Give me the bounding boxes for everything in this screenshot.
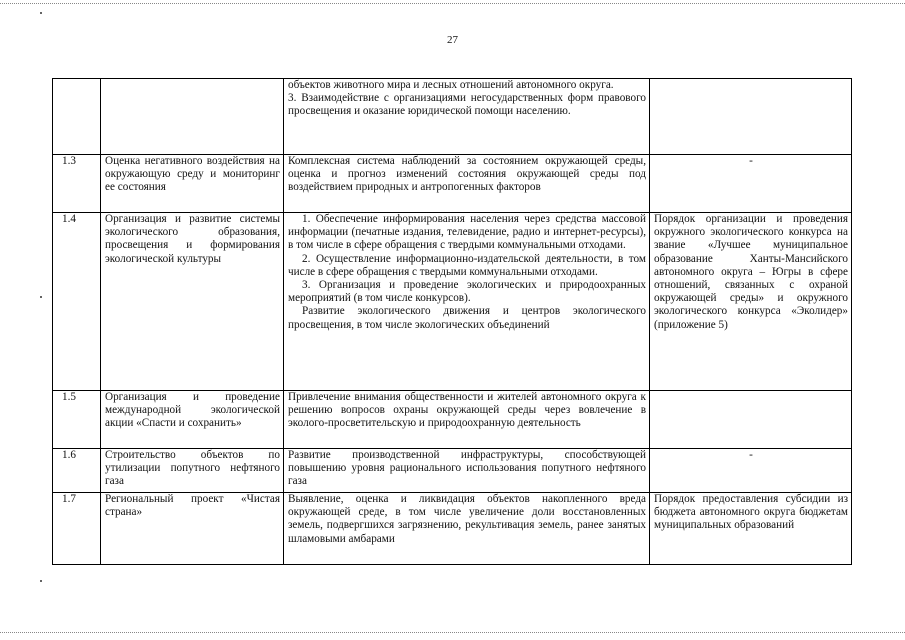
page-number: 27 bbox=[447, 34, 458, 46]
scan-edge-bottom bbox=[0, 632, 905, 634]
table-row bbox=[53, 449, 852, 493]
measure-name bbox=[101, 79, 284, 155]
row-number: 1.3 bbox=[53, 155, 101, 213]
scan-speck bbox=[40, 12, 42, 14]
scan-speck bbox=[40, 580, 42, 582]
content-paragraph: объектов животного мира и лесных отношений автономного округа. bbox=[288, 79, 614, 91]
normative-doc: Порядок организации и проведения окружного экологического конкурса на звание «Лучшее муниципальное образование Ханты-Мансийского автономного округа – Югры в сфере отношений, связанных с охраной окружающей среды» и окружного экологического конкурса «Эколидер» (приложение 5) bbox=[650, 213, 852, 391]
measure-content bbox=[284, 493, 650, 565]
normative-doc bbox=[650, 391, 852, 449]
content-paragraph: Развитие производственной инфраструктуры, способствующей повышению уровня рационального использования попутного нефтяного газа bbox=[288, 449, 646, 488]
normative-doc bbox=[650, 79, 852, 155]
content-paragraph: Привлечение внимания общественности и жителей автономного округа к решению вопросов охраны окружающей среды через вовлечение в эколого-просветительскую и природоохранную деятельность bbox=[288, 391, 646, 430]
table-row bbox=[53, 79, 852, 155]
row-number: 1.7 bbox=[53, 493, 101, 565]
content-paragraph: 2. Осуществление информационно-издательской деятельности, в том числе в сфере обращения с твердыми коммунальными отходами. bbox=[288, 252, 646, 278]
content-paragraph: 3. Организация и проведение экологических и природоохранных мероприятий (в том числе конкурсов). bbox=[288, 279, 646, 305]
measures-table bbox=[52, 78, 852, 565]
content-paragraph: Выявление, оценка и ликвидация объектов накопленного вреда окружающей среде, в том числе увеличение доли восстановленных земель, подвергшихся загрязнению, рекультивация земель, ранее занятых шламовыми амбарами bbox=[288, 493, 646, 545]
measure-content bbox=[284, 79, 650, 155]
content-paragraph: Развитие экологического движения и центров экологического просвещения, в том числе экологических объединений bbox=[288, 305, 646, 331]
scan-edge-top bbox=[0, 3, 905, 5]
measure-name: Региональный проект «Чистая страна» bbox=[101, 493, 284, 565]
measure-name: Организация и развитие системы экологического образования, просвещения и формирования экологической культуры bbox=[101, 213, 284, 391]
measure-content bbox=[284, 391, 650, 449]
measure-content bbox=[284, 155, 650, 213]
row-number: 1.4 bbox=[53, 213, 101, 391]
measure-name: Организация и проведение международной экологической акции «Спасти и сохранить» bbox=[101, 391, 284, 449]
measure-content bbox=[284, 213, 650, 391]
row-number: 1.5 bbox=[53, 391, 101, 449]
scan-speck bbox=[40, 296, 42, 298]
row-number bbox=[53, 79, 101, 155]
normative-doc: - bbox=[650, 155, 852, 213]
measure-name: Оценка негативного воздействия на окружающую среду и мониторинг ее состояния bbox=[101, 155, 284, 213]
content-paragraph: 3. Взаимодействие с организациями негосударственных форм правового просвещения и оказание юридической помощи населению. bbox=[288, 92, 646, 118]
measure-name: Строительство объектов по утилизации попутного нефтяного газа bbox=[101, 449, 284, 493]
content-paragraph: 1. Обеспечение информирования населения через средства массовой информации (печатные издания, телевидение, радио и интернет-ресурсы), в том числе в сфере обращения с твердыми коммунальными отходами. bbox=[288, 213, 646, 252]
table-row bbox=[53, 493, 852, 565]
table-row bbox=[53, 155, 852, 213]
measure-content bbox=[284, 449, 650, 493]
row-number: 1.6 bbox=[53, 449, 101, 493]
table-row bbox=[53, 391, 852, 449]
normative-doc: Порядок предоставления субсидии из бюджета автономного округа бюджетам муниципальных образований bbox=[650, 493, 852, 565]
content-paragraph: Комплексная система наблюдений за состоянием окружающей среды, оценка и прогноз изменений состояния окружающей среды под воздействием природных и антропогенных факторов bbox=[288, 155, 646, 194]
normative-doc: - bbox=[650, 449, 852, 493]
table-row bbox=[53, 213, 852, 391]
